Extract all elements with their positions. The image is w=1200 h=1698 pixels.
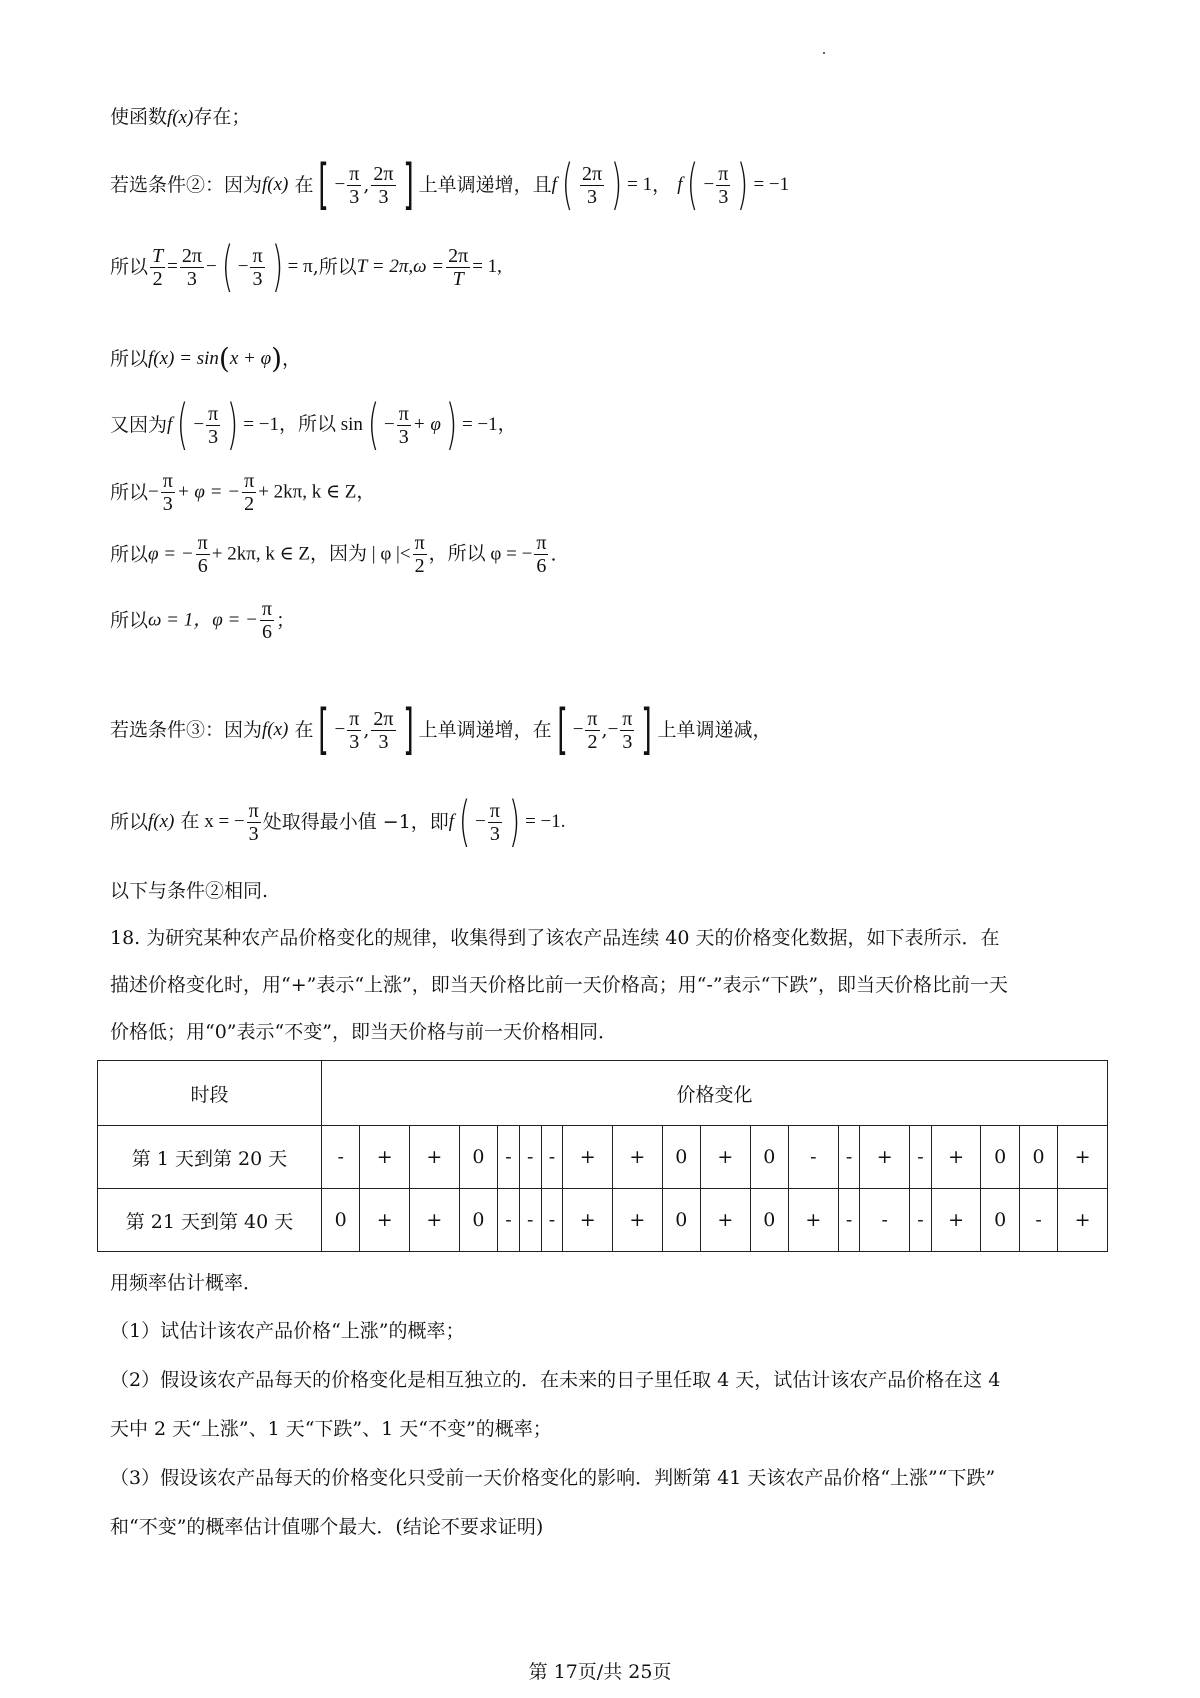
fraction: $\frac{\pi}{3}$ (349, 707, 360, 753)
math: f(x) = sin (148, 348, 219, 369)
math: ,ω = (408, 256, 445, 277)
fraction: $\frac{\pi}{6}$ (536, 532, 547, 577)
text: ,所以 (312, 256, 357, 278)
fraction: $\frac{\pi}{3}$ (162, 470, 173, 515)
header-period: 时段 (98, 1061, 322, 1126)
table-cell: - (541, 1189, 563, 1252)
table-cell: - (838, 1189, 860, 1252)
math-f: f (677, 174, 683, 195)
table-cell: + (1058, 1126, 1108, 1189)
problem-18-line-3: 价格低；用“0”表示“不变”，即当天价格与前一天价格相同． (110, 1021, 617, 1043)
math-f: f (448, 811, 455, 832)
left-paren: ( (177, 393, 189, 456)
table-cell: - (519, 1189, 541, 1252)
table-cell: + (612, 1126, 662, 1189)
math: + 2kπ, k ∈ Z，因为 | φ |< (211, 543, 411, 565)
minus: − (334, 719, 346, 740)
fraction: $\frac{\pi}{2}$ (414, 532, 425, 577)
table-cell: + (410, 1189, 460, 1252)
minus: − (148, 481, 159, 503)
right-paren: ) (610, 153, 623, 216)
minus: − (193, 414, 205, 435)
question-1: （1）试估计该农产品价格“上涨”的概率； (110, 1320, 465, 1342)
left-paren: ( (687, 153, 699, 216)
table-row (98, 1189, 1108, 1252)
math: = −1. (525, 811, 566, 832)
solution-line-4 (110, 342, 302, 375)
table-cell: 0 (662, 1189, 700, 1252)
text: 所以 (110, 811, 149, 833)
solution-line-10 (110, 790, 566, 853)
fraction: $\frac{\pi}{3}$ (349, 162, 360, 208)
text: 所以 (110, 543, 149, 566)
table-cell: 0 (750, 1126, 788, 1189)
fraction: $\frac{\pi}{6}$ (261, 598, 273, 643)
question-2-line-1: （2）假设该农产品每天的价格变化是相互独立的．在未来的日子里任取 4 天，试估计该农产品价格在这 4 (110, 1369, 1001, 1391)
text: 所以 (110, 348, 149, 370)
table-cell: + (931, 1126, 981, 1189)
solution-line-8 (110, 598, 295, 643)
math: + 2kπ, k ∈ Z， (258, 481, 376, 503)
table-cell: - (838, 1126, 860, 1189)
math-f: f (551, 174, 557, 195)
text: 在 (294, 719, 314, 741)
minus: − (572, 719, 584, 740)
math: = π (287, 256, 313, 277)
after-table-text: 用频率估计概率． (110, 1272, 263, 1294)
table-cell: + (360, 1189, 410, 1252)
table-cell: + (410, 1126, 460, 1189)
comma: , (601, 719, 608, 741)
solution-line-7 (110, 532, 556, 577)
right-bracket: ] (641, 698, 653, 761)
fraction: $\frac{\pi}{3}$ (718, 162, 729, 208)
math: ω = 1，φ = − (148, 609, 258, 631)
math: x + φ (229, 348, 272, 369)
fraction: $\frac{\pi}{3}$ (489, 799, 500, 845)
fraction: $\frac{2\pi}{3}$ (373, 707, 394, 753)
comma: , (363, 719, 370, 741)
math-fx: f(x) (262, 174, 289, 195)
left-paren: ( (218, 342, 230, 375)
table-cell: - (910, 1126, 932, 1189)
fraction: $\frac{\pi}{2}$ (587, 707, 598, 753)
math: = (167, 256, 178, 277)
table-cell: + (360, 1126, 410, 1189)
minus: − (205, 256, 217, 277)
left-paren: ( (221, 235, 234, 298)
text: 若选条件③：因为 (110, 719, 263, 741)
fraction: $\frac{2\pi}{3}$ (373, 162, 394, 208)
solution-line-2 (110, 153, 790, 216)
table-cell: 0 (981, 1126, 1019, 1189)
minus: − (703, 174, 715, 195)
problem-18-line-1: 18. 为研究某种农产品价格变化的规律，收集得到了该农产品连续 40 天的价格变化数据，如下表所示．在 (110, 927, 1000, 949)
table-cell: - (541, 1126, 563, 1189)
solution-line-11: 以下与条件②相同. (110, 880, 269, 902)
math: = −1 (753, 174, 790, 195)
question-3-line-1: （3）假设该农产品每天的价格变化只受前一天价格变化的影响．判断第 41 天该农产品价格“上涨”“下跌” (110, 1467, 996, 1489)
right-bracket: ] (402, 153, 414, 216)
minus: − (607, 719, 619, 740)
table-cell: + (563, 1189, 613, 1252)
math: ，所以 φ = − (428, 543, 533, 565)
math: T = 2π (356, 256, 409, 277)
row-label: 第 21 天到第 40 天 (98, 1189, 322, 1252)
math: φ = − (148, 543, 194, 565)
table-cell: - (498, 1189, 520, 1252)
text: 上单调递增，在 (418, 719, 552, 741)
table-cell: 0 (981, 1189, 1019, 1252)
text: 所以 (110, 256, 149, 278)
table-cell: - (322, 1126, 360, 1189)
fraction: $\frac{\pi}{6}$ (197, 532, 208, 577)
right-paren: ) (508, 790, 521, 853)
math: 在 x = − (180, 811, 245, 832)
table-cell: - (1019, 1189, 1057, 1252)
question-2-line-2: 天中 2 天“上涨”、1 天“下跌”、1 天“不变”的概率； (110, 1418, 552, 1440)
solution-line-9 (110, 698, 772, 761)
math-fx: f(x) (148, 811, 175, 832)
math-f: f (167, 414, 173, 435)
fraction: $\frac{\pi}{3}$ (248, 799, 259, 845)
left-bracket: [ (318, 153, 330, 216)
text: 上单调递增，且 (418, 174, 552, 196)
period: . (550, 543, 557, 566)
fraction: $\frac{\pi}{3}$ (398, 402, 409, 448)
minus: − (475, 811, 486, 832)
table-header-row (98, 1061, 1108, 1126)
scan-dot (823, 52, 825, 54)
minus: − (237, 256, 249, 277)
right-bracket: ] (402, 698, 414, 761)
table-cell: + (701, 1189, 751, 1252)
right-paren: ) (271, 235, 283, 298)
left-paren: ( (458, 790, 471, 853)
math-fx: f(x) (167, 107, 194, 128)
problem-18-line-2: 描述价格变化时，用“+”表示“上涨”，即当天价格比前一天价格高；用“-”表示“下跌”，即当天价格比前一天 (110, 974, 1009, 996)
row-label: 第 1 天到第 20 天 (98, 1126, 322, 1189)
text: 所以 (110, 481, 149, 504)
left-paren: ( (561, 153, 574, 216)
text: 在 (294, 174, 314, 196)
text: 使函数 (110, 106, 168, 128)
table-cell: - (860, 1189, 910, 1252)
fraction: $\frac{2\pi}{T}$ (448, 244, 469, 290)
math: = 1, (472, 256, 502, 277)
text: 所以 (110, 609, 149, 632)
price-change-table (97, 1060, 1108, 1252)
table-cell: 0 (322, 1189, 360, 1252)
left-paren: ( (367, 393, 380, 456)
right-paren: ) (737, 153, 749, 216)
minus: − (383, 414, 395, 435)
left-bracket: [ (556, 698, 568, 761)
fraction: $\frac{2\pi}{3}$ (581, 162, 603, 208)
fraction: $\frac{\pi}{3}$ (622, 707, 633, 753)
table-cell: + (860, 1126, 910, 1189)
table-cell: + (931, 1189, 981, 1252)
math: = −1， (461, 414, 517, 435)
question-3-line-2: 和“不变”的概率估计值哪个最大．(结论不要求证明) (110, 1516, 544, 1538)
table-cell: + (701, 1126, 751, 1189)
header-price-change: 价格变化 (322, 1061, 1108, 1126)
fraction: $\frac{\pi}{2}$ (244, 470, 255, 515)
table-cell: 0 (459, 1126, 497, 1189)
text: 又因为 (110, 414, 168, 436)
math: = −1，所以 sin (243, 414, 363, 435)
table-cell: + (789, 1189, 839, 1252)
fraction: $\frac{\pi}{3}$ (208, 402, 219, 448)
table-cell: + (1058, 1189, 1108, 1252)
table-cell: + (563, 1126, 613, 1189)
math-fx: f(x) (262, 719, 289, 740)
table-cell: 0 (1019, 1126, 1057, 1189)
text: 处取得最小值 −1，即 (262, 811, 449, 833)
left-bracket: [ (318, 698, 330, 761)
minus: − (334, 174, 346, 195)
comma: , (363, 174, 370, 196)
table-cell: 0 (662, 1126, 700, 1189)
solution-line-3 (110, 235, 502, 298)
right-paren: ) (226, 393, 239, 456)
text: 存在； (193, 106, 251, 128)
math: + φ (412, 414, 441, 435)
solution-line-1 (110, 104, 250, 131)
text: ； (276, 609, 296, 632)
text: 若选条件②：因为 (110, 174, 263, 196)
fraction: $\frac{2\pi}{3}$ (181, 244, 202, 290)
table-cell: - (910, 1189, 932, 1252)
text: ， (282, 348, 302, 370)
math: + φ = − (176, 481, 241, 503)
right-paren: ) (271, 342, 283, 375)
right-paren: ) (445, 393, 458, 456)
table-cell: - (519, 1126, 541, 1189)
text: 上单调递减， (657, 719, 772, 741)
table-cell: - (789, 1126, 839, 1189)
page-footer: 第 17页/共 25页 (528, 1661, 672, 1683)
table-row (98, 1126, 1108, 1189)
solution-line-6 (110, 470, 375, 515)
fraction: $\frac{T}{2}$ (152, 244, 164, 290)
fraction: $\frac{\pi}{3}$ (252, 244, 263, 290)
math: = 1 (627, 174, 653, 195)
table-cell: 0 (459, 1189, 497, 1252)
solution-line-5 (110, 393, 517, 456)
table-cell: + (612, 1189, 662, 1252)
table-cell: - (498, 1126, 520, 1189)
table-cell: 0 (750, 1189, 788, 1252)
text: ， (652, 174, 672, 196)
